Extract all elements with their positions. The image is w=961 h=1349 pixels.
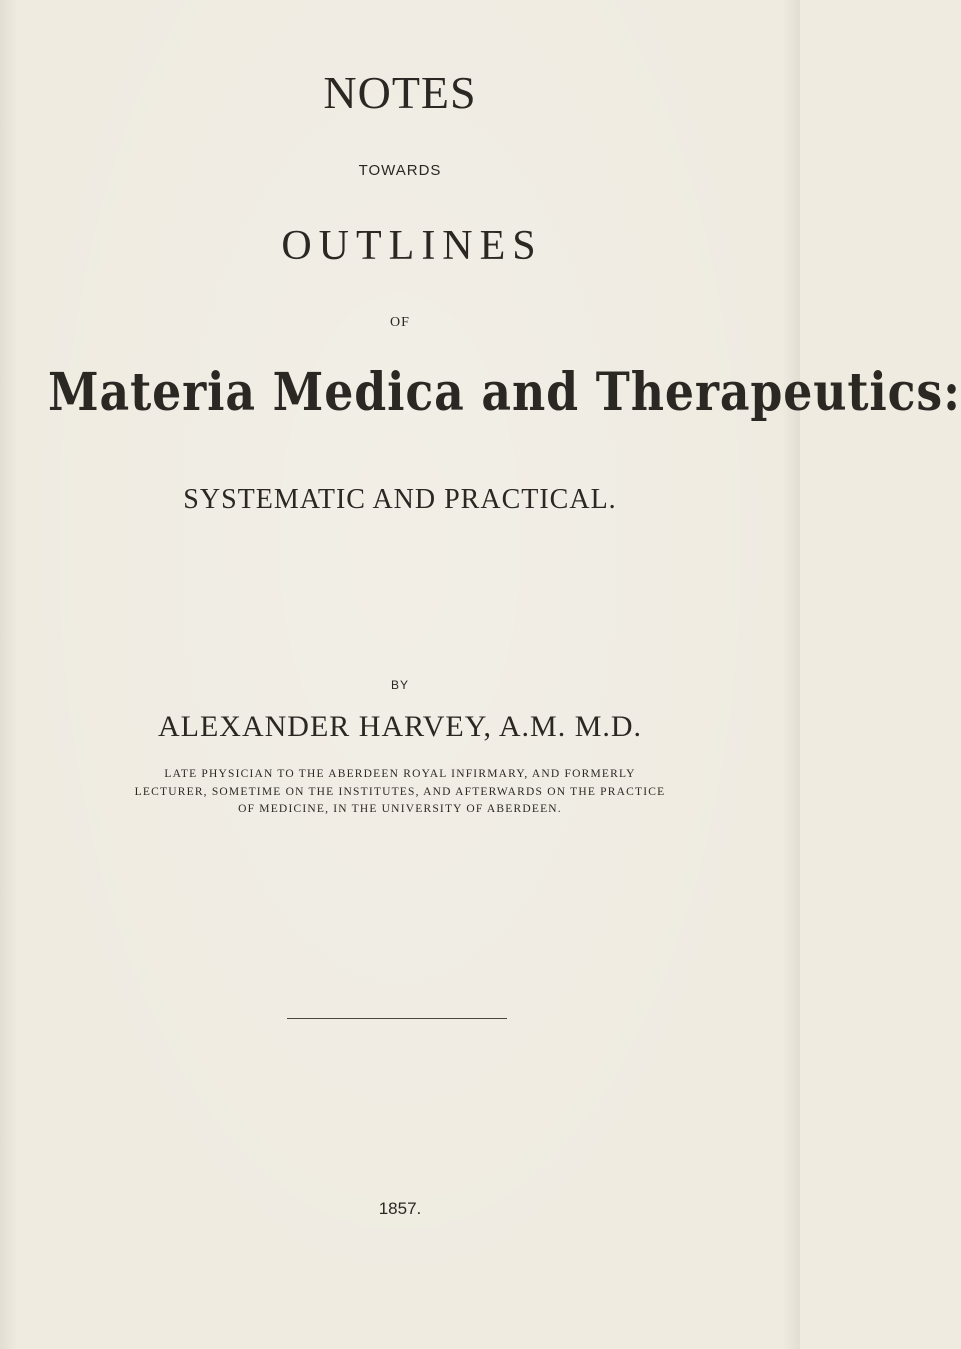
page-title: NOTES (323, 67, 477, 118)
author-credentials-line: OF MEDICINE, IN THE UNIVERSITY OF ABERDEEN. (238, 803, 562, 815)
author-name: ALEXANDER HARVEY, A.M. M.D. (157, 710, 643, 743)
title-of: OF (390, 315, 410, 330)
subtitle: SYSTEMATIC AND PRACTICAL. (183, 484, 617, 515)
author-credentials-line: LATE PHYSICIAN TO THE ABERDEEN ROYAL INFIRMARY, AND FORMERLY (164, 768, 636, 780)
divider-rule (287, 1018, 507, 1019)
by-line: BY (390, 678, 409, 692)
title-towards: TOWARDS (358, 162, 442, 179)
subject-title: Materia Medica and Therapeutics: (48, 362, 961, 423)
author-credentials-line: LECTURER, SOMETIME ON THE INSTITUTES, AND AFTERWARDS ON THE PRACTICE (134, 786, 666, 798)
title-outlines: OUTLINES (281, 223, 543, 269)
publication-year: 1857. (378, 1199, 422, 1218)
